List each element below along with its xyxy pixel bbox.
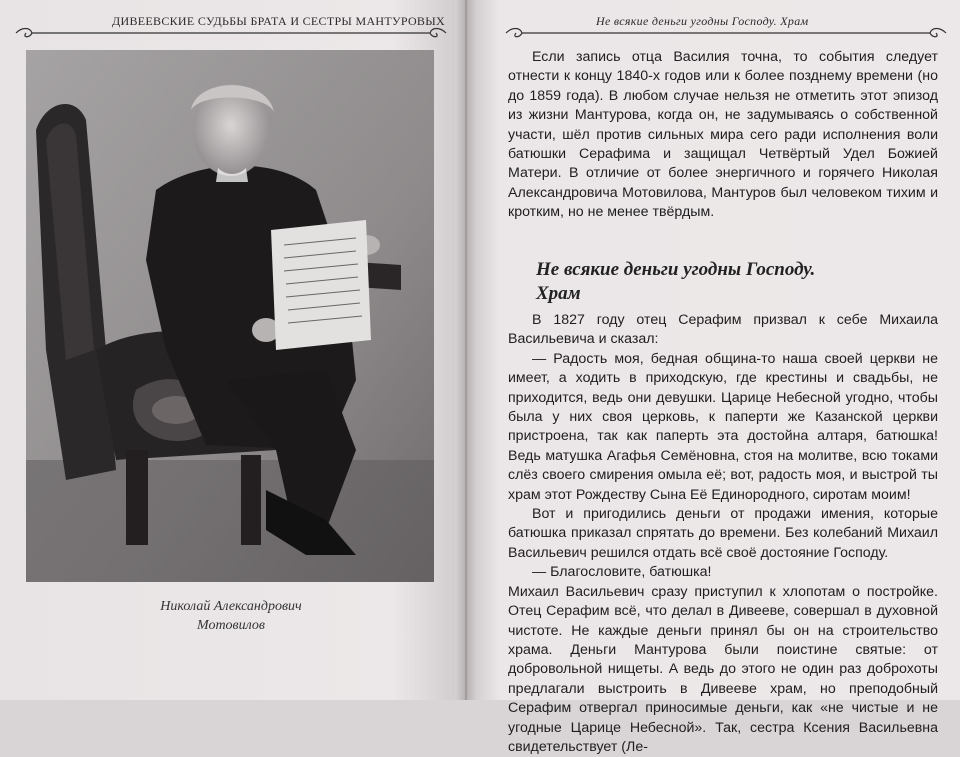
portrait-illustration bbox=[26, 50, 434, 582]
left-ornamental-rule bbox=[12, 26, 450, 40]
left-page bbox=[0, 0, 462, 700]
right-ornamental-rule bbox=[502, 26, 950, 40]
paragraph: — Радость моя, бедная община-то наша своей церкви не имеет, а ходить в приходскую, где крестины и свадьбы, не приходится, ведь они девушки. Царице Небесной угодно, чтобы была у них своя церковь, к паперти же Казанской церкви пристроена, так как паперть эта достойна алтаря, батюшка! Ведь матушка Агафья Семёновна, стоя на молитве, всю токами слёз своего смирения омыла её; вот, радость моя, и выстрой ты храм этот Рождеству Сына Её Единородного, сиротам моим! bbox=[508, 350, 938, 503]
section-heading-line-2: Храм bbox=[536, 283, 581, 304]
section-body bbox=[508, 311, 938, 757]
paragraph: В 1827 году отец Серафим призвал к себе Михаила Васильевича и сказал: bbox=[508, 312, 938, 348]
intro-text bbox=[508, 48, 938, 223]
paragraph: Михаил Васильевич сразу приступил к хлопотам о постройке. Отец Серафим всё, что делал в Дивееве, совершал в духовной чистоте. Не каждые деньги принял бы он на строительство храма. Деньги Мантурова были поистине святые: от добровольной нищеты. А ведь до этого не один раз доброхоты предлагали выстроить в Дивееве храм, но преподобный Серафим отвергал приносимые деньги, как «не чистые и не угодные Царице Небесной». Так, сестра Ксения Васильевна свидетельствует (Ле- bbox=[508, 583, 938, 755]
left-running-head: ДИВЕЕВСКИЕ СУДЬБЫ БРАТА И СЕСТРЫ МАНТУРОВЫХ bbox=[112, 14, 445, 28]
caption-line-1: Николай Александрович bbox=[160, 599, 302, 614]
intro-paragraph: Если запись отца Василия точна, то события следует отнести к концу 1840-х годов или к более позднему времени (но до 1859 года). В любом случае нельзя не отметить этот эпизод из жизни Мантурова, когда он, не задумываясь о собственной участи, шёл против сильных мира сего ради исполнения воли батюшки Серафима и защищал Четвёртый Удел Божией Матери. В отличие от более энергичного и горячего Николая Александровича Мотовилова, Мантуров был человеком тихим и кротким, но не менее твёрдым. bbox=[508, 49, 938, 221]
book-gutter bbox=[455, 0, 477, 700]
portrait-photo bbox=[26, 50, 434, 582]
right-page bbox=[470, 0, 960, 755]
paragraph: — Благословите, батюшка! bbox=[532, 564, 712, 581]
section-heading bbox=[536, 258, 916, 306]
section-heading-line-1: Не всякие деньги угодны Господу. bbox=[536, 259, 816, 280]
portrait-caption bbox=[0, 597, 462, 635]
paragraph: Вот и пригодились деньги от продажи имения, которые батюшка приказал спрятать до времени. Без колебаний Михаил Васильевич решился отдать всё своё достояние Господу. bbox=[508, 506, 938, 561]
right-running-head: Не всякие деньги угодны Господу. Храм bbox=[596, 14, 809, 28]
caption-line-2: Мотовилов bbox=[196, 618, 265, 633]
